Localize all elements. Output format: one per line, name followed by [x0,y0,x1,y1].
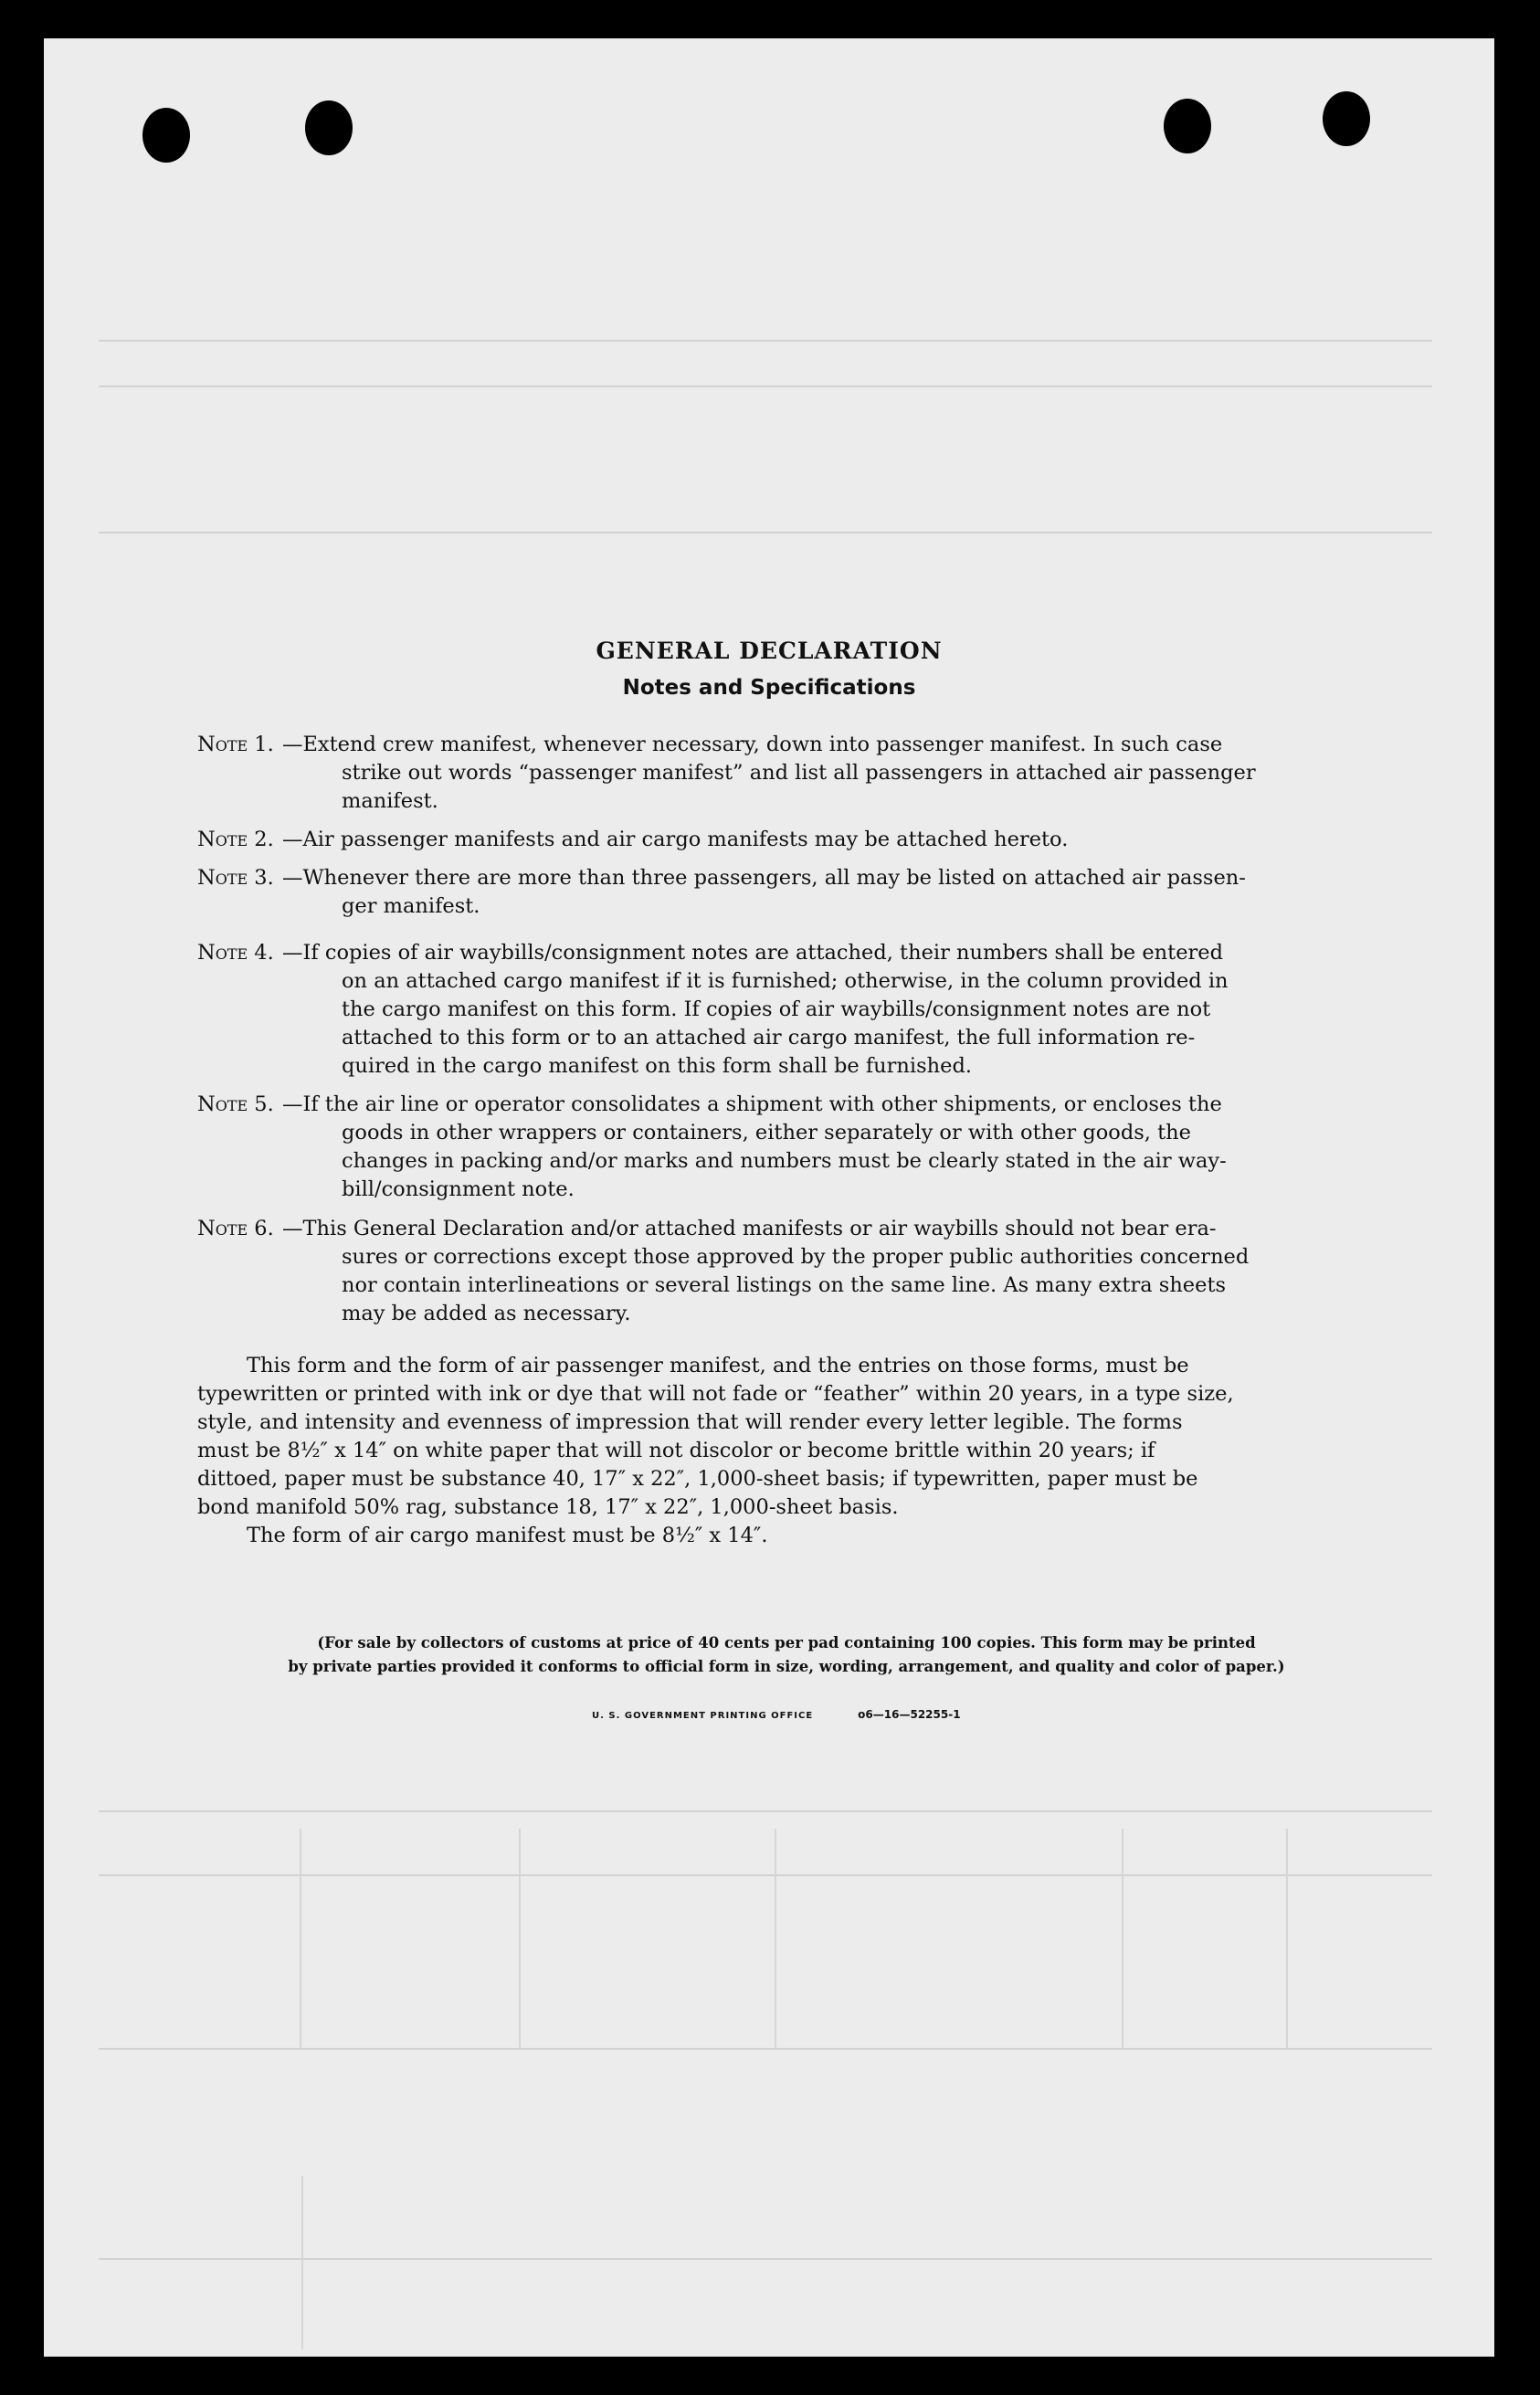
note-text: —This General Declaration and/or attached manifests or air waybills should not bear era- [282,1217,1217,1240]
document-page [44,38,1494,2357]
note-text: ger manifest. [342,894,480,918]
punch-hole [142,108,190,163]
paragraph-line: The form of air cargo manifest must be 8½″ x 14″. [247,1524,768,1547]
note-text: changes in packing and/or marks and numbers must be clearly stated in the air way- [342,1149,1227,1173]
paragraph-line: dittoed, paper must be substance 40, 17″ x 22″, 1,000-sheet basis; if typewritten, paper must be [197,1467,1198,1491]
paragraph-line: typewritten or printed with ink or dye that will not fade or “feather” within 20 years, in a type size, [197,1382,1234,1406]
printer-imprint [592,1708,961,1721]
bleed-through-rule [99,2048,1432,2050]
note-label: Note 6. [197,1217,274,1240]
note-text: quired in the cargo manifest on this form shall be furnished. [342,1054,973,1078]
note-label: Note 1. [197,733,274,756]
sale-notice-line: (For sale by collectors of customs at price of 40 cents per pad containing 100 copies. This form may be printed [317,1634,1256,1651]
page-title: GENERAL DECLARATION [596,638,943,664]
note-5 [197,1091,1376,1204]
sale-notice-line: by private parties provided it conforms to official form in size, wording, arrangement, and quality and color of paper.) [288,1658,1285,1675]
printer-name: U. S. GOVERNMENT PRINTING OFFICE [592,1711,814,1721]
bleed-through-rule [99,385,1432,387]
note-label: Note 5. [197,1092,274,1116]
punch-hole [1323,91,1370,146]
bleed-through-rule [1286,1829,1288,2048]
note-4 [197,939,1376,1081]
note-text: on an attached cargo manifest if it is furnished; otherwise, in the column provided in [342,969,1229,993]
bleed-through-rule [1122,1829,1123,2048]
bleed-through-rule [99,2258,1432,2260]
note-label: Note 4. [197,941,274,965]
note-text: the cargo manifest on this form. If copies of air waybills/consignment notes are not [342,997,1211,1021]
note-1 [197,731,1376,816]
bleed-through-rule [775,1829,776,2048]
note-text: —Air passenger manifests and air cargo manifests may be attached hereto. [282,828,1069,851]
paragraph-line: This form and the form of air passenger manifest, and the entries on those forms, must be [247,1354,1189,1377]
note-text: goods in other wrappers or containers, either separately or with other goods, the [342,1121,1191,1145]
note-text: —If copies of air waybills/consignment notes are attached, their numbers shall be entered [282,941,1223,965]
bleed-through-rule [99,1874,1432,1876]
page-subtitle: Notes and Specifications [622,676,916,700]
sale-notice [197,1631,1376,1679]
bleed-through-rule [301,2176,303,2349]
note-text: manifest. [342,789,438,813]
note-text: may be added as necessary. [342,1302,631,1325]
bleed-through-rule [99,340,1432,342]
note-text: bill/consignment note. [342,1177,575,1201]
paragraph-line: bond manifold 50% rag, substance 18, 17″ x 22″, 1,000-sheet basis. [197,1495,899,1519]
form-specifications-paragraph [197,1352,1376,1550]
note-text: —Extend crew manifest, whenever necessary, down into passenger manifest. In such case [282,733,1223,756]
punch-hole [1164,99,1211,153]
note-text: —If the air line or operator consolidates a shipment with other shipments, or encloses the [282,1092,1222,1116]
paragraph-line: must be 8½″ x 14″ on white paper that will not discolor or become brittle within 20 years; if [197,1439,1155,1462]
note-3 [197,864,1376,921]
note-label: Note 3. [197,866,274,890]
note-label: Note 2. [197,828,274,851]
note-text: nor contain interlineations or several listings on the same line. As many extra sheets [342,1273,1227,1297]
printer-code: o6—16—52255-1 [858,1708,961,1721]
punch-hole [305,100,353,155]
note-text: attached to this form or to an attached air cargo manifest, the full information re- [342,1026,1196,1050]
paragraph-line: style, and intensity and evenness of impression that will render every letter legible. The forms [197,1410,1183,1434]
note-6 [197,1215,1376,1328]
note-text: —Whenever there are more than three passengers, all may be listed on attached air passen- [282,866,1246,890]
bleed-through-rule [99,532,1432,533]
note-2 [197,826,1376,854]
bleed-through-rule [300,1829,301,2048]
bleed-through-rule [99,1810,1432,1812]
note-text: sures or corrections except those approved by the proper public authorities concerned [342,1245,1250,1269]
note-text: strike out words “passenger manifest” and list all passengers in attached air passenger [342,761,1256,785]
bleed-through-rule [519,1829,521,2048]
